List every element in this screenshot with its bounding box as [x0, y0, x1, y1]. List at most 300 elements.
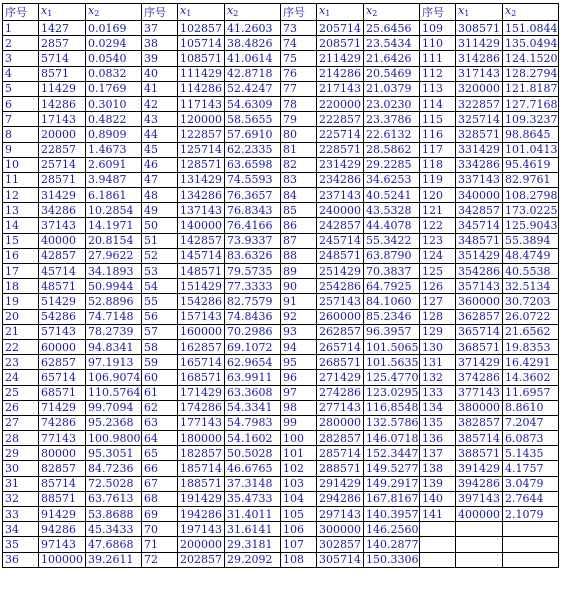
table-row [3, 552, 559, 567]
cell-x1: 305714 [317, 552, 364, 567]
cell-index: 79 [281, 112, 317, 127]
cell-index: 16 [3, 248, 39, 263]
cell-x2: 70.2986 [225, 324, 281, 339]
cell-x1: 45714 [39, 264, 86, 279]
cell-x1: 2857 [39, 36, 86, 51]
cell-index: 95 [281, 355, 317, 370]
cell-index: 40 [142, 66, 178, 81]
cell-index: 65 [142, 446, 178, 461]
cell-x2: 53.8688 [86, 507, 142, 522]
cell-x2: 78.2739 [86, 324, 142, 339]
cell-index: 31 [3, 476, 39, 491]
cell-x1: 262857 [317, 324, 364, 339]
x1-header [39, 4, 86, 21]
cell-x1: 371429 [456, 355, 503, 370]
cell-x2: 57.6910 [225, 127, 281, 142]
cell-index: 98 [281, 400, 317, 415]
cell-index: 97 [281, 385, 317, 400]
cell-index: 122 [420, 218, 456, 233]
cell-x2: 38.4826 [225, 36, 281, 51]
cell-index: 78 [281, 96, 317, 111]
table-header [3, 4, 559, 21]
cell-index: 86 [281, 218, 317, 233]
cell-x1: 162857 [178, 339, 225, 354]
cell-x2: 14.3602 [503, 370, 559, 385]
variable-subscript: 2 [94, 9, 100, 18]
index-header: 序号 [420, 4, 456, 21]
cell-x1: 102857 [178, 21, 225, 36]
cell-index: 123 [420, 233, 456, 248]
cell-x2: 0.0294 [86, 36, 142, 51]
cell-x1: 320000 [456, 81, 503, 96]
cell-x1: 397143 [456, 491, 503, 506]
cell-x2: 98.8645 [503, 127, 559, 142]
cell-x2: 63.8790 [364, 248, 420, 263]
cell-index: 104 [281, 491, 317, 506]
cell-index: 63 [142, 415, 178, 430]
data-table [2, 3, 559, 568]
cell-x2: 0.1769 [86, 81, 142, 96]
cell-x2: 29.2092 [225, 552, 281, 567]
cell-index: 5 [3, 81, 39, 96]
variable-symbol: x [88, 4, 95, 17]
cell-index: 14 [3, 218, 39, 233]
cell-x1: 97143 [39, 537, 86, 552]
cell-x1: 248571 [317, 248, 364, 263]
cell-x1: 214286 [317, 66, 364, 81]
variable-symbol: x [180, 4, 187, 17]
table-row [3, 355, 559, 370]
cell-x2: 101.5635 [364, 355, 420, 370]
cell-x1: 348571 [456, 233, 503, 248]
cell-x1: 77143 [39, 431, 86, 446]
cell-x2: 0.0169 [86, 21, 142, 36]
cell-x1: 394286 [456, 476, 503, 491]
cell-x2: 40.5241 [364, 188, 420, 203]
cell-x1: 245714 [317, 233, 364, 248]
variable-symbol: x [41, 4, 48, 17]
table-row [3, 522, 559, 537]
cell-x2: 43.5328 [364, 203, 420, 218]
cell-index: 69 [142, 507, 178, 522]
cell-x1: 111429 [178, 66, 225, 81]
cell-index: 52 [142, 248, 178, 263]
table-row [3, 400, 559, 415]
table-row [3, 309, 559, 324]
cell-x2: 2.1079 [503, 507, 559, 522]
cell-x1: 20000 [39, 127, 86, 142]
cell-x2: 146.2560 [364, 522, 420, 537]
cell-x2: 54.3341 [225, 400, 281, 415]
cell-x1: 57143 [39, 324, 86, 339]
cell-x2: 28.5862 [364, 142, 420, 157]
cell-x1: 311429 [456, 36, 503, 51]
cell-x2 [503, 552, 559, 567]
cell-index: 129 [420, 324, 456, 339]
cell-x2: 63.3608 [225, 385, 281, 400]
cell-index: 107 [281, 537, 317, 552]
cell-x2: 69.1072 [225, 339, 281, 354]
cell-x2: 2.6091 [86, 157, 142, 172]
cell-x1: 108571 [178, 51, 225, 66]
cell-index: 49 [142, 203, 178, 218]
cell-x1: 40000 [39, 233, 86, 248]
table-row [3, 233, 559, 248]
cell-index [420, 537, 456, 552]
cell-index: 23 [3, 355, 39, 370]
cell-index: 21 [3, 324, 39, 339]
cell-x1: 5714 [39, 51, 86, 66]
cell-x2: 20.8154 [86, 233, 142, 248]
table-row [3, 385, 559, 400]
cell-index: 37 [142, 21, 178, 36]
cell-index: 33 [3, 507, 39, 522]
cell-x2: 124.1520 [503, 51, 559, 66]
cell-x2: 55.3894 [503, 233, 559, 248]
table-row [3, 537, 559, 552]
cell-x1: 165714 [178, 355, 225, 370]
variable-symbol: x [227, 4, 234, 17]
cell-x2: 30.7203 [503, 294, 559, 309]
cell-index: 134 [420, 400, 456, 415]
table-row [3, 172, 559, 187]
cell-x2: 0.0540 [86, 51, 142, 66]
table-row [3, 248, 559, 263]
cell-x1: 345714 [456, 218, 503, 233]
cell-x1: 74286 [39, 415, 86, 430]
cell-x2: 31.6141 [225, 522, 281, 537]
cell-index: 112 [420, 66, 456, 81]
cell-x1: 294286 [317, 491, 364, 506]
cell-x1: 145714 [178, 248, 225, 263]
cell-x2: 76.4166 [225, 218, 281, 233]
cell-index: 24 [3, 370, 39, 385]
cell-x2: 82.9761 [503, 172, 559, 187]
cell-x2: 151.0844 [503, 21, 559, 36]
cell-x1: 242857 [317, 218, 364, 233]
cell-x2: 25.6456 [364, 21, 420, 36]
cell-index: 99 [281, 415, 317, 430]
cell-index: 50 [142, 218, 178, 233]
cell-index: 32 [3, 491, 39, 506]
cell-x2: 128.2794 [503, 66, 559, 81]
cell-x2: 149.2917 [364, 476, 420, 491]
cell-x1: 134286 [178, 188, 225, 203]
cell-index: 90 [281, 279, 317, 294]
table-row [3, 415, 559, 430]
cell-x2: 74.5593 [225, 172, 281, 187]
cell-index: 136 [420, 431, 456, 446]
cell-x1: 105714 [178, 36, 225, 51]
cell-x1: 342857 [456, 203, 503, 218]
cell-index: 105 [281, 507, 317, 522]
cell-index: 120 [420, 188, 456, 203]
cell-x2: 29.2285 [364, 157, 420, 172]
cell-index: 74 [281, 36, 317, 51]
cell-index: 12 [3, 188, 39, 203]
cell-x2: 96.3957 [364, 324, 420, 339]
cell-x2: 97.1913 [86, 355, 142, 370]
cell-x2: 37.3148 [225, 476, 281, 491]
variable-subscript: 2 [511, 9, 517, 18]
cell-index: 109 [420, 21, 456, 36]
table-row [3, 66, 559, 81]
index-header: 序号 [3, 4, 39, 21]
cell-index: 124 [420, 248, 456, 263]
cell-index: 126 [420, 279, 456, 294]
table-row [3, 81, 559, 96]
cell-x2: 140.3957 [364, 507, 420, 522]
cell-index: 88 [281, 248, 317, 263]
table-row [3, 218, 559, 233]
cell-x1: 217143 [317, 81, 364, 96]
variable-symbol: x [505, 4, 512, 17]
cell-x2: 10.2854 [86, 203, 142, 218]
cell-x1: 317143 [456, 66, 503, 81]
cell-x1: 91429 [39, 507, 86, 522]
cell-x1 [456, 552, 503, 567]
cell-index: 110 [420, 36, 456, 51]
cell-x2: 132.5786 [364, 415, 420, 430]
cell-x2: 54.7983 [225, 415, 281, 430]
cell-x2: 101.0413 [503, 142, 559, 157]
cell-index: 114 [420, 96, 456, 111]
cell-index: 96 [281, 370, 317, 385]
cell-x2: 135.0494 [503, 36, 559, 51]
cell-index: 94 [281, 339, 317, 354]
cell-x1: 322857 [456, 96, 503, 111]
cell-x1: 22857 [39, 142, 86, 157]
cell-index: 30 [3, 461, 39, 476]
cell-index: 8 [3, 127, 39, 142]
cell-x1: 31429 [39, 188, 86, 203]
cell-x2: 150.3306 [364, 552, 420, 567]
cell-index: 141 [420, 507, 456, 522]
cell-x2: 63.7613 [86, 491, 142, 506]
cell-x1: 94286 [39, 522, 86, 537]
x2-header [364, 4, 420, 21]
cell-index [420, 552, 456, 567]
cell-x2: 42.8718 [225, 66, 281, 81]
cell-x1: 37143 [39, 218, 86, 233]
cell-x1: 202857 [178, 552, 225, 567]
cell-index [420, 522, 456, 537]
cell-index: 119 [420, 172, 456, 187]
cell-x2: 2.7644 [503, 491, 559, 506]
cell-x1: 60000 [39, 339, 86, 354]
cell-index: 85 [281, 203, 317, 218]
cell-x1: 357143 [456, 279, 503, 294]
cell-x1: 302857 [317, 537, 364, 552]
cell-x1: 354286 [456, 264, 503, 279]
cell-x1: 200000 [178, 537, 225, 552]
cell-x2: 0.4822 [86, 112, 142, 127]
cell-index: 106 [281, 522, 317, 537]
cell-index: 36 [3, 552, 39, 567]
cell-index: 55 [142, 294, 178, 309]
cell-x1: 142857 [178, 233, 225, 248]
cell-x1: 380000 [456, 400, 503, 415]
cell-index: 80 [281, 127, 317, 142]
cell-x1: 280000 [317, 415, 364, 430]
cell-x1: 148571 [178, 264, 225, 279]
cell-x2: 121.8187 [503, 81, 559, 96]
cell-x1: 51429 [39, 294, 86, 309]
cell-index: 100 [281, 431, 317, 446]
cell-index: 108 [281, 552, 317, 567]
cell-index: 51 [142, 233, 178, 248]
cell-x2: 23.5434 [364, 36, 420, 51]
cell-x2: 127.7168 [503, 96, 559, 111]
cell-x2: 14.1971 [86, 218, 142, 233]
cell-x1 [456, 522, 503, 537]
table-row [3, 127, 559, 142]
cell-x2: 64.7925 [364, 279, 420, 294]
cell-x2: 110.5764 [86, 385, 142, 400]
cell-x2: 125.9043 [503, 218, 559, 233]
cell-x2: 23.0230 [364, 96, 420, 111]
cell-index: 47 [142, 172, 178, 187]
cell-x2: 167.8167 [364, 491, 420, 506]
cell-x2: 21.0379 [364, 81, 420, 96]
cell-x2: 11.6957 [503, 385, 559, 400]
cell-x2: 63.6598 [225, 157, 281, 172]
cell-x1: 254286 [317, 279, 364, 294]
cell-index: 3 [3, 51, 39, 66]
cell-x2: 4.1757 [503, 461, 559, 476]
cell-x2: 149.5277 [364, 461, 420, 476]
cell-x2: 27.9622 [86, 248, 142, 263]
cell-x1: 297143 [317, 507, 364, 522]
cell-index: 38 [142, 36, 178, 51]
variable-symbol: x [366, 4, 373, 17]
cell-x2: 76.3657 [225, 188, 281, 203]
cell-x2: 16.4291 [503, 355, 559, 370]
cell-x2: 173.0225 [503, 203, 559, 218]
cell-index: 22 [3, 339, 39, 354]
cell-index: 115 [420, 112, 456, 127]
cell-x2: 140.2877 [364, 537, 420, 552]
cell-x1: 65714 [39, 370, 86, 385]
cell-index: 61 [142, 385, 178, 400]
cell-x2: 39.2611 [86, 552, 142, 567]
cell-index: 103 [281, 476, 317, 491]
x1-header [178, 4, 225, 21]
cell-x2: 77.3333 [225, 279, 281, 294]
cell-x2: 3.0479 [503, 476, 559, 491]
cell-index: 73 [281, 21, 317, 36]
cell-index: 135 [420, 415, 456, 430]
cell-index: 26 [3, 400, 39, 415]
table-row [3, 370, 559, 385]
cell-index: 111 [420, 51, 456, 66]
cell-x1: 274286 [317, 385, 364, 400]
cell-x1: 122857 [178, 127, 225, 142]
cell-x1: 151429 [178, 279, 225, 294]
index-header: 序号 [142, 4, 178, 21]
cell-x2: 106.9074 [86, 370, 142, 385]
cell-x2: 74.8436 [225, 309, 281, 324]
cell-x2: 44.4078 [364, 218, 420, 233]
cell-x1: 154286 [178, 294, 225, 309]
table-row [3, 279, 559, 294]
cell-x2: 22.6132 [364, 127, 420, 142]
cell-x1: 120000 [178, 112, 225, 127]
cell-x2: 95.4619 [503, 157, 559, 172]
cell-x1: 382857 [456, 415, 503, 430]
cell-x2: 20.5469 [364, 66, 420, 81]
cell-index: 6 [3, 96, 39, 111]
cell-x1: 100000 [39, 552, 86, 567]
cell-x1: 8571 [39, 66, 86, 81]
cell-index: 19 [3, 294, 39, 309]
cell-x1: 140000 [178, 218, 225, 233]
cell-index: 39 [142, 51, 178, 66]
cell-x2: 99.7094 [86, 400, 142, 415]
cell-x1: 171429 [178, 385, 225, 400]
cell-x1: 260000 [317, 309, 364, 324]
cell-index: 125 [420, 264, 456, 279]
table-row [3, 36, 559, 51]
cell-x2: 41.0614 [225, 51, 281, 66]
cell-index: 128 [420, 309, 456, 324]
cell-x2: 70.3837 [364, 264, 420, 279]
cell-x1: 62857 [39, 355, 86, 370]
cell-x1: 174286 [178, 400, 225, 415]
cell-index: 67 [142, 476, 178, 491]
cell-x2: 83.6326 [225, 248, 281, 263]
cell-index: 56 [142, 309, 178, 324]
cell-x1: 277143 [317, 400, 364, 415]
cell-x2: 79.5735 [225, 264, 281, 279]
cell-index: 66 [142, 461, 178, 476]
cell-x1: 365714 [456, 324, 503, 339]
cell-index: 58 [142, 339, 178, 354]
cell-index: 140 [420, 491, 456, 506]
cell-x1: 360000 [456, 294, 503, 309]
cell-x1: 300000 [317, 522, 364, 537]
cell-index: 25 [3, 385, 39, 400]
table-row [3, 96, 559, 111]
cell-x1: 25714 [39, 157, 86, 172]
cell-x2: 146.0718 [364, 431, 420, 446]
cell-x1: 225714 [317, 127, 364, 142]
cell-index: 15 [3, 233, 39, 248]
variable-symbol: x [458, 4, 465, 17]
cell-x1: 237143 [317, 188, 364, 203]
cell-x2: 109.3237 [503, 112, 559, 127]
cell-index: 130 [420, 339, 456, 354]
variable-symbol: x [319, 4, 326, 17]
table-row [3, 491, 559, 506]
cell-x2: 52.8896 [86, 294, 142, 309]
cell-x2: 55.3422 [364, 233, 420, 248]
cell-x2: 73.9337 [225, 233, 281, 248]
cell-x1: 231429 [317, 157, 364, 172]
cell-x1: 240000 [317, 203, 364, 218]
table-row [3, 476, 559, 491]
cell-index: 18 [3, 279, 39, 294]
header-row [3, 4, 559, 21]
cell-x1: 194286 [178, 507, 225, 522]
cell-x1: 325714 [456, 112, 503, 127]
cell-x1: 257143 [317, 294, 364, 309]
cell-x1: 82857 [39, 461, 86, 476]
cell-x2: 116.8548 [364, 400, 420, 415]
cell-x2: 125.4770 [364, 370, 420, 385]
cell-x1: 285714 [317, 446, 364, 461]
cell-x1: 125714 [178, 142, 225, 157]
